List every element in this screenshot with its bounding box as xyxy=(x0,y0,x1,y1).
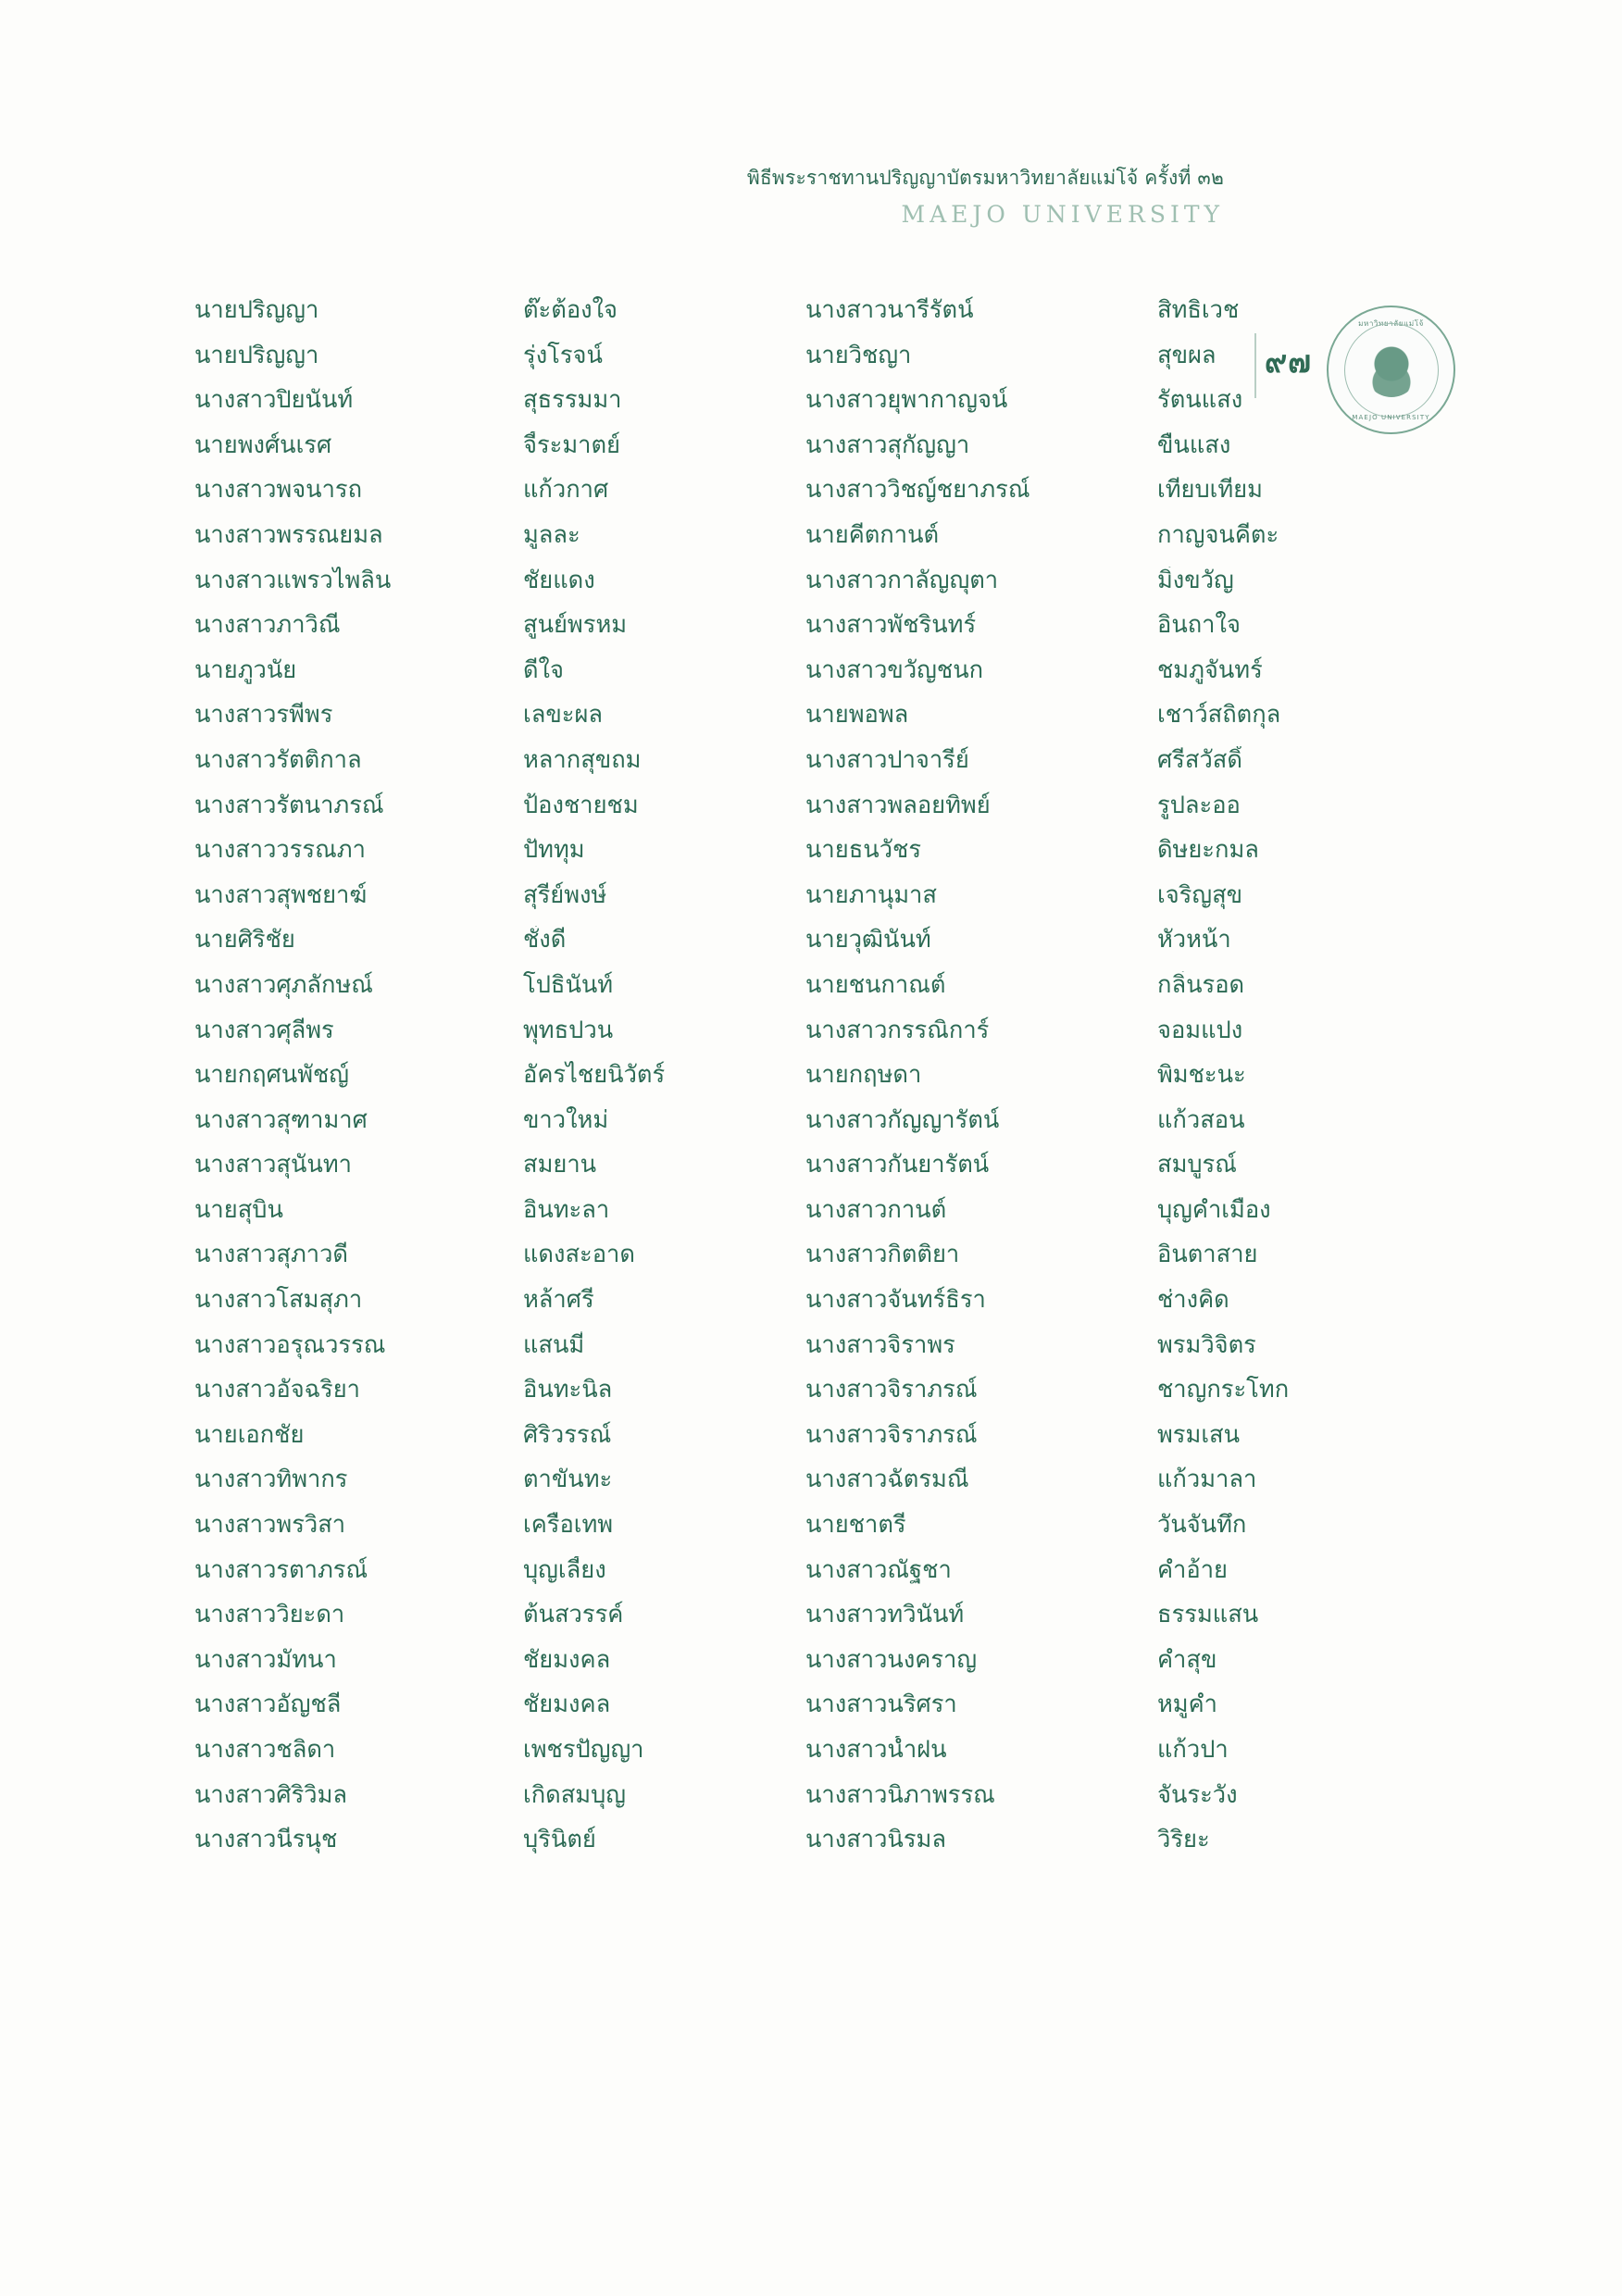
surname-left: สูนย์พรหม xyxy=(523,611,628,640)
given-name-right: นางสาวสุกัญญา xyxy=(805,430,970,459)
surname-left: สมยาน xyxy=(523,1151,597,1179)
name-row xyxy=(194,296,1426,342)
surname-left: พุทธปวน xyxy=(523,1016,614,1044)
surname-left: หลากสุขถม xyxy=(523,745,642,774)
given-name-left: นางสาวรัตติกาล xyxy=(194,745,362,774)
surname-right: หัวหน้า xyxy=(1157,926,1231,955)
name-row xyxy=(194,1331,1426,1377)
surname-left: สุธรรมมา xyxy=(523,386,622,415)
given-name-left: นางสาวแพรวไพลิน xyxy=(194,566,392,594)
surname-left: ต๊ะต้องใจ xyxy=(523,296,618,324)
surname-right: แก้วปา xyxy=(1157,1736,1229,1764)
name-row xyxy=(194,1646,1426,1691)
given-name-left: นางสาวพรวิสา xyxy=(194,1511,346,1540)
name-row xyxy=(194,521,1426,567)
given-name-left: นางสาวพจนารถ xyxy=(194,476,363,505)
name-row xyxy=(194,1061,1426,1106)
given-name-left: นางสาววิยะดา xyxy=(194,1601,345,1629)
name-row xyxy=(194,1826,1426,1871)
name-row xyxy=(194,792,1426,837)
surname-left: หล้าศรี xyxy=(523,1286,594,1315)
given-name-left: นางสาวศิริวิมล xyxy=(194,1780,348,1809)
surname-right: มิ่งขวัญ xyxy=(1157,566,1234,594)
surname-left: เพชรปัญญา xyxy=(523,1736,644,1764)
surname-right: คำสุข xyxy=(1157,1645,1217,1674)
given-name-right: นางสาวกิตติยา xyxy=(805,1241,960,1269)
given-name-left: นางสาวปิยนันท์ xyxy=(194,386,354,415)
name-row xyxy=(194,1286,1426,1331)
name-row xyxy=(194,746,1426,792)
given-name-right: นางสาวกรรณิการ์ xyxy=(805,1016,990,1044)
given-name-left: นายปริญญา xyxy=(194,296,319,324)
given-name-left: นางสาวพรรณยมล xyxy=(194,520,383,549)
surname-right: ชาญกระโทก xyxy=(1157,1376,1290,1404)
surname-right: สมบูรณ์ xyxy=(1157,1151,1237,1179)
given-name-right: นายวิชญา xyxy=(805,341,912,369)
name-row xyxy=(194,476,1426,521)
surname-left: เลขะผล xyxy=(523,701,604,730)
surname-right: กาญจนคีตะ xyxy=(1157,520,1279,549)
surname-right: คำอ้าย xyxy=(1157,1555,1228,1584)
given-name-right: นางสาววิชญ์ชยาภรณ์ xyxy=(805,476,1030,505)
surname-left: ต้นสวรรค์ xyxy=(523,1601,624,1629)
name-row xyxy=(194,971,1426,1017)
given-name-left: นายปริญญา xyxy=(194,341,319,369)
given-name-right: นายพอพล xyxy=(805,701,909,730)
given-name-left: นางสาวสุภาวดี xyxy=(194,1241,348,1269)
surname-left: เครือเทพ xyxy=(523,1511,614,1540)
given-name-right: นายชาตรี xyxy=(805,1511,906,1540)
name-row xyxy=(194,836,1426,881)
given-name-left: นางสาวรพีพร xyxy=(194,701,333,730)
given-name-right: นางสาวนารีรัตน์ xyxy=(805,296,974,324)
given-name-left: นายเอกชัย xyxy=(194,1420,305,1449)
given-name-left: นางสาวภาวิณี xyxy=(194,611,341,640)
given-name-right: นายกฤษดา xyxy=(805,1061,922,1090)
seal-top-text: มหาวิทยาลัยแม่โจ้ xyxy=(1358,319,1424,328)
given-name-left: นางสาวสุพชยาฆ์ xyxy=(194,880,368,909)
given-name-right: นางสาวกานต์ xyxy=(805,1195,947,1224)
given-name-left: นางสาวศุลีพร xyxy=(194,1016,334,1044)
given-name-left: นางสาวอรุณวรรณ xyxy=(194,1330,386,1359)
surname-right: พิมชะนะ xyxy=(1157,1061,1246,1090)
given-name-left: นางสาวสุฑามาศ xyxy=(194,1105,368,1134)
surname-right: เทียบเทียม xyxy=(1157,476,1263,505)
surname-right: วิริยะ xyxy=(1157,1826,1210,1854)
given-name-right: นางสาวปาจารีย์ xyxy=(805,745,969,774)
surname-left: มูลละ xyxy=(523,520,580,549)
surname-left: แดงสะอาด xyxy=(523,1241,635,1269)
given-name-left: นางสาวอัญชลี xyxy=(194,1691,342,1719)
name-row xyxy=(194,1421,1426,1466)
name-row xyxy=(194,1601,1426,1646)
given-name-left: นายสุบิน xyxy=(194,1195,283,1224)
surname-right: พรมวิจิตร xyxy=(1157,1330,1256,1359)
surname-left: ชัยมงคล xyxy=(523,1691,611,1719)
name-row xyxy=(194,701,1426,746)
surname-left: ตาขันทะ xyxy=(523,1466,613,1494)
given-name-right: นายคีตกานต์ xyxy=(805,520,940,549)
given-name-right: นางสาวณัฐชา xyxy=(805,1555,952,1584)
given-name-right: นายชนกาณต์ xyxy=(805,970,946,999)
name-row xyxy=(194,1376,1426,1421)
name-row xyxy=(194,656,1426,702)
name-row xyxy=(194,1466,1426,1511)
surname-right: ชมภูจันทร์ xyxy=(1157,655,1263,684)
surname-left: รุ่งโรจน์ xyxy=(523,341,603,369)
surname-left: อัครไชยนิวัตร์ xyxy=(523,1061,666,1090)
name-row xyxy=(194,1511,1426,1556)
given-name-right: นางสาวจิราภรณ์ xyxy=(805,1376,978,1404)
name-row xyxy=(194,1017,1426,1062)
name-row xyxy=(194,567,1426,612)
surname-right: ช่างคิด xyxy=(1157,1286,1229,1315)
given-name-right: นางสาวจิราพร xyxy=(805,1330,955,1359)
given-name-left: นางสาวนีรนุช xyxy=(194,1826,338,1854)
name-row xyxy=(194,1196,1426,1242)
given-name-right: นางสาวนงคราญ xyxy=(805,1645,978,1674)
given-name-right: นางสาวนริศรา xyxy=(805,1691,957,1719)
name-row xyxy=(194,1556,1426,1602)
name-row xyxy=(194,386,1426,431)
name-row xyxy=(194,881,1426,927)
given-name-left: นางสาวรัตนาภรณ์ xyxy=(194,791,384,819)
surname-left: อินทะนิล xyxy=(523,1376,613,1404)
surname-left: แสนมี่ xyxy=(523,1330,585,1359)
surname-left: เกิดสมบุญ xyxy=(523,1780,627,1809)
surname-left: ศิริวรรณ์ xyxy=(523,1420,612,1449)
given-name-right: นางสาวน้ำฝน xyxy=(805,1736,947,1764)
surname-right: จอมแปง xyxy=(1157,1016,1243,1044)
surname-left: ชั่งดี xyxy=(523,926,567,955)
given-name-left: นางสาวสุนันทา xyxy=(194,1151,352,1179)
header-title-block xyxy=(483,165,1224,228)
surname-left: บุรินิตย์ xyxy=(523,1826,596,1854)
surname-right: บุญคำเมือง xyxy=(1157,1195,1271,1224)
given-name-left: นางสาวทิพากร xyxy=(194,1466,348,1494)
surname-right: เจริญสุข xyxy=(1157,880,1243,909)
given-name-left: นางสาววรรณภา xyxy=(194,836,366,865)
header-thai-title: พิธีพระราชทานปริญญาบัตรมหาวิทยาลัยแม่โจ้ ครั้งที่ ๓๒ xyxy=(746,167,1224,189)
given-name-right: นางสาวฉัตรมณี xyxy=(805,1466,969,1494)
given-name-right: นางสาวจันทร์ธิรา xyxy=(805,1286,986,1315)
surname-right: ดิษยะกมล xyxy=(1157,836,1259,865)
surname-left: ขาวใหม่ xyxy=(523,1105,609,1134)
name-row xyxy=(194,611,1426,656)
surname-left: ชัยมงคล xyxy=(523,1645,611,1674)
given-name-left: นางสาวศุภลักษณ์ xyxy=(194,970,373,999)
given-name-right: นางสาวพลอยทิพย์ xyxy=(805,791,991,819)
surname-right: สิทธิเวช xyxy=(1157,296,1240,324)
name-row xyxy=(194,1736,1426,1781)
surname-left: สุรีย์พงษ์ xyxy=(523,880,607,909)
surname-right: กลิ่นรอด xyxy=(1157,970,1245,999)
given-name-left: นางสาวโสมสุภา xyxy=(194,1286,363,1315)
given-name-right: นางสาวจิราภรณ์ xyxy=(805,1420,978,1449)
page-number: ๙๗ xyxy=(1265,343,1312,380)
surname-right: รัตนแสง xyxy=(1157,386,1243,415)
given-name-left: นางสาวอัจฉริยา xyxy=(194,1376,360,1404)
surname-left: บุญเลี้ยง xyxy=(523,1555,606,1584)
surname-right: ศรีสวัสดิ์ xyxy=(1157,745,1242,774)
name-row xyxy=(194,431,1426,477)
given-name-left: นายศิริชัย xyxy=(194,926,295,955)
name-row xyxy=(194,926,1426,971)
surname-right: หมูคำ xyxy=(1157,1691,1217,1719)
name-row xyxy=(194,1241,1426,1286)
given-name-left: นางสาวมัทนา xyxy=(194,1645,337,1674)
surname-right: เชาว์สถิตกุล xyxy=(1157,701,1281,730)
surname-left: อินทะลา xyxy=(523,1195,610,1224)
surname-right: พรมเสน xyxy=(1157,1420,1241,1449)
surname-right: แก้วมาลา xyxy=(1157,1466,1257,1494)
surname-left: จี้ระมาตย์ xyxy=(523,430,620,459)
surname-left: ป้องชายชม xyxy=(523,791,639,819)
surname-left: แก้วกาศ xyxy=(523,476,609,505)
given-name-left: นายกฤศนพัชญ์ xyxy=(194,1061,350,1090)
given-name-right: นายภานุมาส xyxy=(805,880,937,909)
surname-left: ปัททุม xyxy=(523,836,585,865)
name-row xyxy=(194,1691,1426,1736)
name-row xyxy=(194,342,1426,387)
given-name-right: นางสาวทวินันท์ xyxy=(805,1601,965,1629)
surname-left: โปธินันท์ xyxy=(523,970,614,999)
surname-right: จันระวัง xyxy=(1157,1780,1238,1809)
given-name-right: นางสาวกาลัญญุตา xyxy=(805,566,999,594)
given-name-right: นางสาวพัชรินทร์ xyxy=(805,611,977,640)
given-name-right: นางสาวนิภาพรรณ xyxy=(805,1780,995,1809)
given-name-left: นางสาวชลิดา xyxy=(194,1736,336,1764)
surname-left: ดีใจ xyxy=(523,655,564,684)
given-name-right: นางสาวยุพากาญจน์ xyxy=(805,386,1008,415)
given-name-right: นางสาวขวัญชนก xyxy=(805,655,984,684)
given-name-right: นายธนวัชร xyxy=(805,836,922,865)
surname-left: ชัยแดง xyxy=(523,566,595,594)
name-row xyxy=(194,1151,1426,1196)
given-name-left: นายภูวนัย xyxy=(194,655,297,684)
given-name-right: นายวุฒินันท์ xyxy=(805,926,931,955)
surname-right: อินถาใจ xyxy=(1157,611,1241,640)
name-row xyxy=(194,1106,1426,1152)
surname-right: ธรรมแสน xyxy=(1157,1601,1259,1629)
surname-right: ขืนแสง xyxy=(1157,430,1231,459)
seal-bottom-text: MAEJO UNIVERSITY xyxy=(1352,414,1430,421)
header-english-title: MAEJO UNIVERSITY xyxy=(901,201,1224,229)
given-name-right: นางสาวกัญญารัตน์ xyxy=(805,1105,1000,1134)
surname-right: รูปละออ xyxy=(1157,791,1241,819)
graduate-name-list xyxy=(194,296,1426,1871)
given-name-left: นางสาวรตาภรณ์ xyxy=(194,1555,368,1584)
surname-right: แก้วสอน xyxy=(1157,1105,1245,1134)
name-row xyxy=(194,1781,1426,1827)
given-name-right: นางสาวกันยารัตน์ xyxy=(805,1151,990,1179)
surname-right: วันจันทึก xyxy=(1157,1511,1247,1540)
given-name-right: นางสาวนิรมล xyxy=(805,1826,946,1854)
given-name-left: นายพงศ์นเรศ xyxy=(194,430,332,459)
surname-right: อินตาสาย xyxy=(1157,1241,1258,1269)
surname-right: สุขผล xyxy=(1157,341,1216,369)
